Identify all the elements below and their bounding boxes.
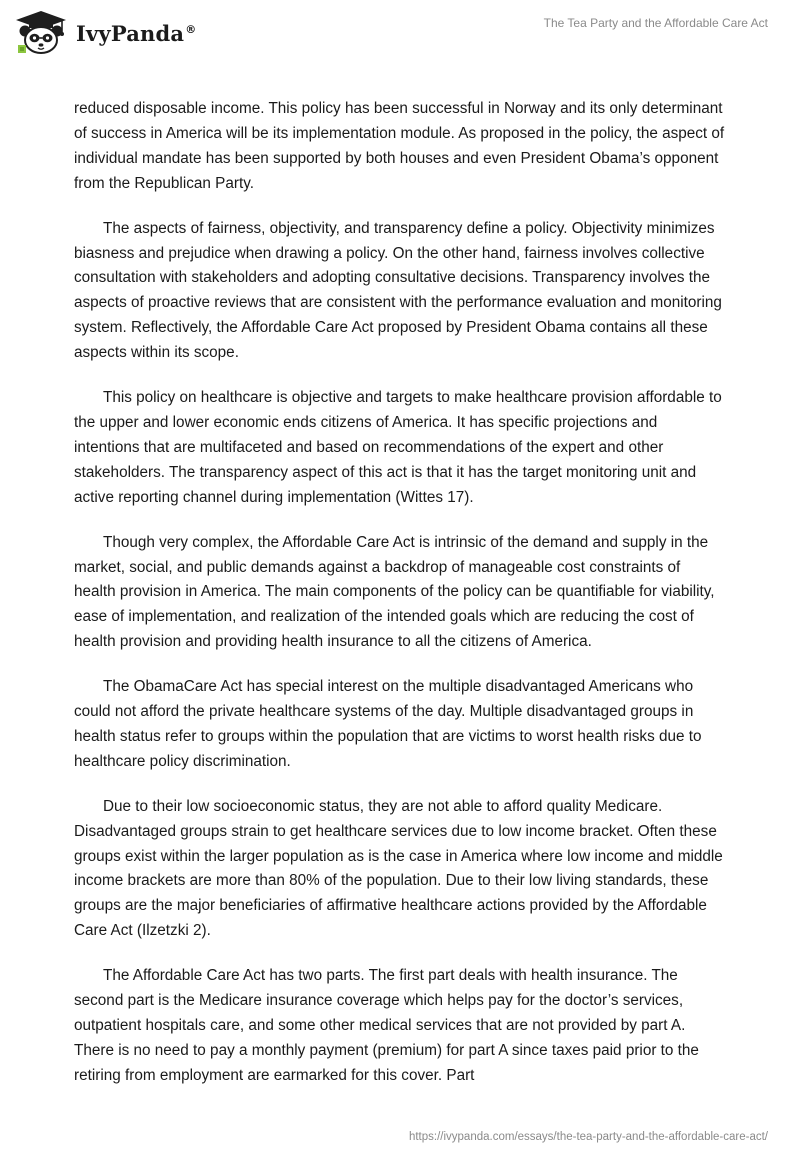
essay-paragraph: reduced disposable income. This policy has been successful in Norway and its only determinant of success in America will be its implementation module. As proposed in the policy, the aspect of individual mandate has been supported by both houses and even President Obama’s opponent from the Republican Party. — [74, 100, 725, 192]
essay-body — [74, 97, 726, 1109]
logo-wordmark: IvyPanda® — [76, 20, 197, 46]
ivypanda-logo[interactable] — [14, 9, 196, 55]
source-url-link[interactable]: https://ivypanda.com/essays/the-tea-party-and-the-affordable-care-act/ — [408, 1131, 768, 1143]
panda-graduate-icon — [14, 9, 68, 55]
essay-paragraph: This policy on healthcare is objective and targets to make healthcare provision affordable to the upper and lower economic ends citizens of America. It has specific projections and intentions that are multifaceted and based on recommendations of the expert and other stakeholders. The transparency aspect of this act is that it has the target monitoring unit and active reporting channel during implementation (Wittes 17). — [74, 389, 722, 506]
essay-paragraph: The ObamaCare Act has special interest on the multiple disadvantaged Americans who could not afford the private healthcare systems of the day. Multiple disadvantaged groups in health status refer to groups within the population that are victims to worst health risks due to healthcare policy discrimination. — [74, 678, 702, 770]
document-title: The Tea Party and the Affordable Care Act — [543, 16, 768, 30]
essay-paragraph: The Affordable Care Act has two parts. The first part deals with health insurance. The second part is the Medicare insurance coverage which helps pay for the doctor’s services, outpatient hospitals care, and some other medical services that are not provided by part A. There is no need to pay a monthly payment (premium) for part A since taxes paid prior to the retiring from employment are earmarked for this cover. Part — [74, 967, 699, 1084]
essay-paragraph: The aspects of fairness, objectivity, and transparency define a policy. Objectivity minimizes biasness and prejudice when drawing a policy. On the other hand, fairness involves collective consultation with stakeholders and adopting consultative decisions. Transparency involves the aspects of proactive reviews that are consistent with the performance evaluation and monitoring system. Reflectively, the Affordable Care Act proposed by President Obama contains all these aspects within its scope. — [74, 219, 722, 362]
essay-paragraph: Due to their low socioeconomic status, they are not able to afford quality Medicare. Disadvantaged groups strain to get healthcare services due to low income bracket. Often these groups exist within the larger population as is the case in America where low income and middle income brackets are more than 80% of the population. Due to their low living standards, these groups are the major beneficiaries of affirmative healthcare actions provided by the Affordable Care Act (Ilzetzki 2). — [74, 797, 723, 940]
page-header — [0, 0, 800, 64]
essay-paragraph: Though very complex, the Affordable Care Act is intrinsic of the demand and supply in the market, social, and public demands against a backdrop of manageable cost constraints of health provision in America. The main components of the policy can be quantifiable for viability, ease of implementation, and realization of the intended goals which are reducing the cost of health provision and providing health insurance to all the citizens of America. — [74, 533, 715, 651]
